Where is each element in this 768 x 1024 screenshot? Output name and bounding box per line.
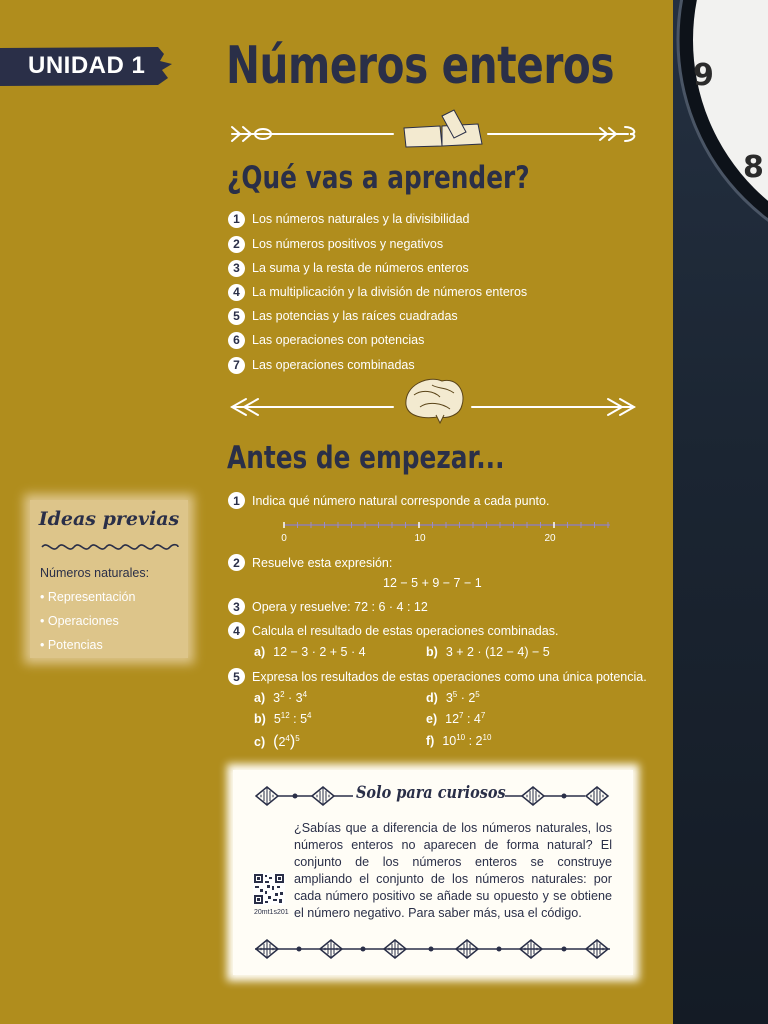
exercise-5f: f) $10^{10}$ : $2^{10}$	[426, 733, 492, 749]
tick-label-20: 20	[544, 533, 556, 544]
unit-badge	[0, 46, 172, 88]
topic-item	[228, 258, 469, 278]
topic-text: Los números positivos y negativos	[252, 237, 444, 251]
diamond-ornament-bottom-icon	[255, 937, 610, 961]
tick-label-10: 10	[414, 533, 426, 544]
qr-code-label: 20mt1s201	[254, 909, 289, 916]
topic-number: 7	[228, 357, 245, 374]
page-title: Números enteros	[226, 36, 615, 96]
curious-text: ¿Sabías que a diferencia de los números naturales, los números enteros no aparecen de forma natural? El conjunto de los números enteros se construye ampliando el conjunto de los números naturales: por cada número positivo se añade su opuesto y se obtiene el número negativo. Para saber más, usa el código.	[294, 821, 612, 920]
ideas-subtitle: Números naturales:	[40, 566, 150, 580]
exercise-3	[228, 598, 428, 615]
topic-item	[228, 330, 424, 350]
ideas-previas-box	[30, 500, 188, 658]
exercise-5d: d) $3^5 \cdot 2^5$	[426, 690, 480, 706]
exercise-text: Indica qué número natural corresponde a cada punto.	[252, 493, 550, 508]
ideas-title: Ideas previas	[38, 508, 180, 530]
exercise-5a: a) $3^2 \cdot 3^4$	[254, 690, 308, 706]
book-divider-icon	[228, 108, 640, 152]
exercise-text: Expresa los resultados de estas operaciones como una única potencia.	[252, 669, 647, 684]
topic-item	[228, 306, 458, 326]
swirl-ornament-icon	[40, 540, 180, 554]
exercise-2	[228, 554, 392, 571]
exercise-5c: c) $(2^4)^5$	[254, 733, 300, 750]
topic-text: Los números naturales y la divisibilidad	[252, 212, 470, 226]
topic-number: 6	[228, 332, 245, 349]
topic-text: La suma y la resta de números enteros	[252, 261, 469, 275]
exercise-text: Calcula el resultado de estas operaciones combinadas.	[252, 623, 559, 638]
clock-photo-strip	[673, 0, 768, 1024]
tick-label-0: 0	[281, 533, 287, 544]
topic-item	[228, 355, 415, 375]
exercise-text: Opera y resuelve: 72 : 6 · 4 : 12	[252, 599, 428, 614]
exercise-number: 4	[228, 622, 245, 639]
exercise-1	[228, 492, 549, 509]
exercise-4	[228, 622, 558, 639]
topic-number: 5	[228, 308, 245, 325]
topic-number: 3	[228, 260, 245, 277]
item-label: a)	[254, 645, 266, 659]
exercise-number: 5	[228, 668, 245, 685]
exercise-5b: b) $5^{12}$ : $5^4$	[254, 711, 312, 727]
topic-text: Las operaciones con potencias	[252, 333, 425, 347]
ideas-item: • Potencias	[40, 638, 103, 652]
ideas-item: • Representación	[40, 590, 136, 604]
exercise-4b	[426, 645, 550, 659]
exercise-number: 3	[228, 598, 245, 615]
item-expression: 3 + 2 · (12 − 4) − 5	[445, 645, 550, 659]
exercise-4a	[254, 645, 366, 659]
clock-digit-9: 9	[693, 58, 714, 93]
topic-item	[228, 282, 527, 302]
qr-code-icon[interactable]	[253, 873, 285, 905]
exercise-number: 1	[228, 492, 245, 509]
topic-text: Las potencias y las raíces cuadradas	[252, 309, 458, 323]
number-line	[280, 518, 616, 548]
item-expression: 12 − 3 · 2 + 5 · 4	[273, 645, 366, 659]
clock-digit-8: 8	[743, 150, 764, 185]
topic-number: 2	[228, 236, 245, 253]
topic-number: 1	[228, 211, 245, 228]
curious-title: Solo para curiosos	[356, 783, 506, 803]
exercise-number: 2	[228, 554, 245, 571]
brain-divider-icon	[228, 375, 640, 425]
exercise-text: Resuelve esta expresión:	[252, 555, 393, 570]
section-title-learn: ¿Qué vas a aprender?	[227, 160, 530, 196]
item-label: b)	[426, 645, 438, 659]
topic-number: 4	[228, 284, 245, 301]
topic-text: Las operaciones combinadas	[252, 358, 415, 372]
topic-item	[228, 234, 443, 254]
section-title-before: Antes de empezar...	[227, 440, 505, 476]
exercise-5e: e) $12^7$ : $4^7$	[426, 711, 486, 727]
ideas-item: • Operaciones	[40, 614, 119, 628]
exercise-5	[228, 668, 647, 685]
topic-text: La multiplicación y la división de números enteros	[252, 285, 528, 299]
unit-label: UNIDAD 1	[28, 52, 146, 79]
topic-item	[228, 209, 469, 229]
exercise-2-expression: 12 − 5 + 9 − 7 − 1	[383, 576, 482, 590]
